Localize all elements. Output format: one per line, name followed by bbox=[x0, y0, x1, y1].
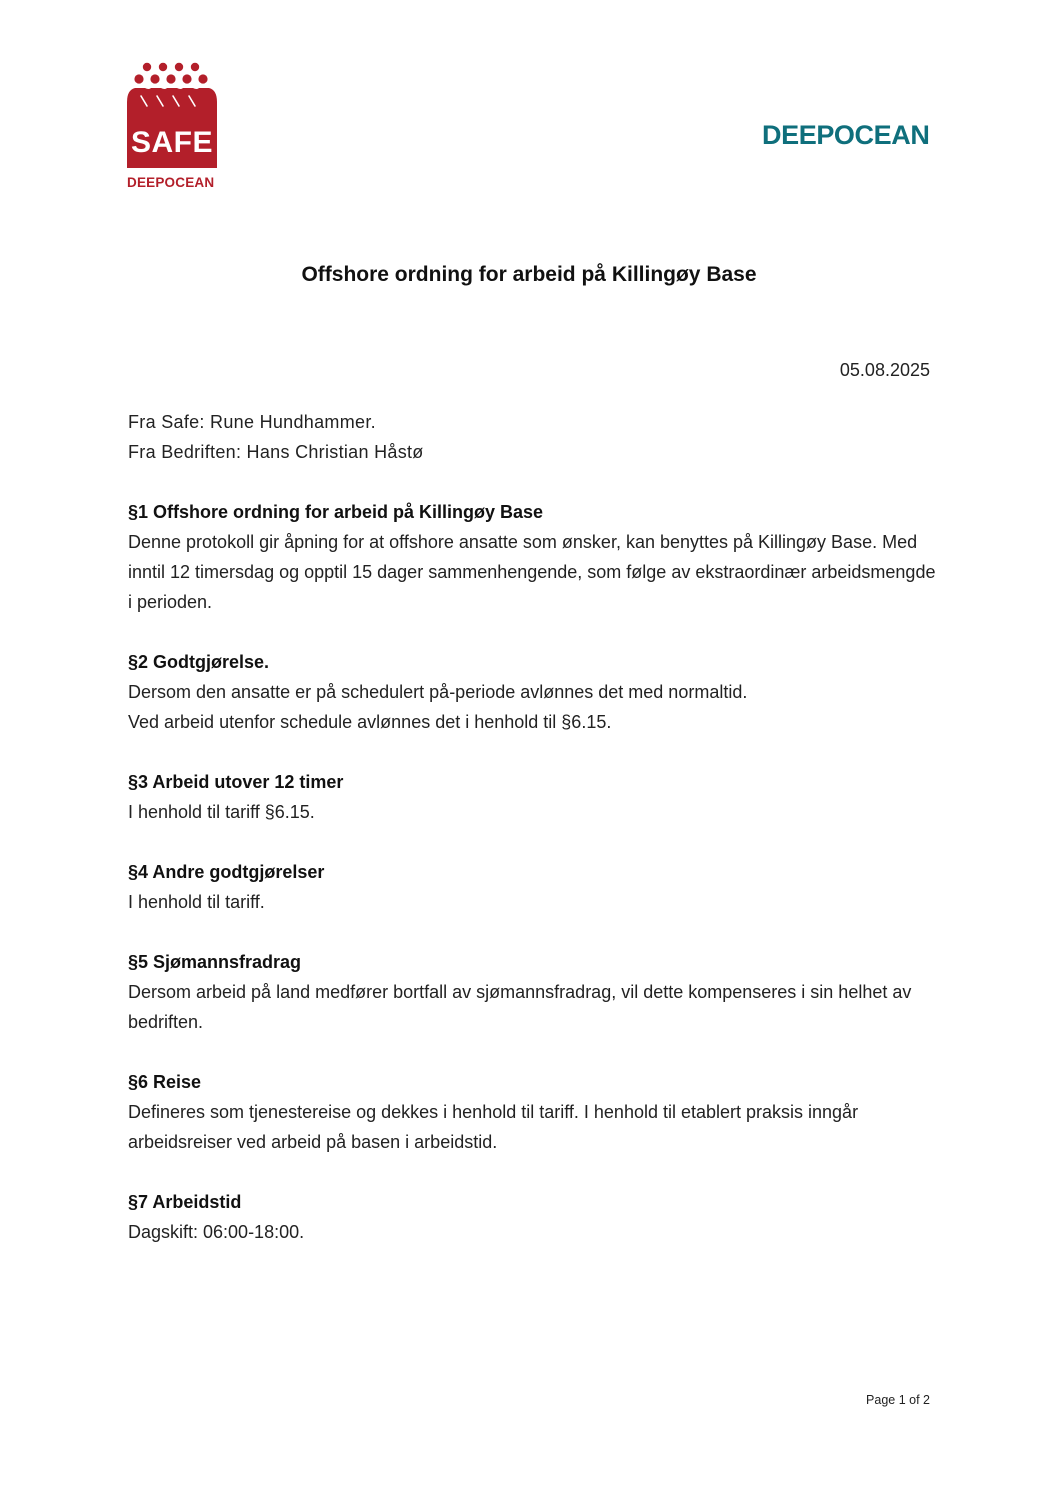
safe-logo bbox=[127, 62, 227, 192]
section-heading: §5 Sjømannsfradrag bbox=[128, 952, 302, 972]
from-block bbox=[128, 407, 424, 467]
section-heading: §6 Reise bbox=[128, 1072, 202, 1092]
section-body bbox=[128, 1097, 938, 1157]
section-body bbox=[128, 1217, 938, 1247]
document-date: 05.08.2025 bbox=[839, 360, 930, 380]
section-paragraph: I henhold til tariff. bbox=[128, 892, 265, 912]
section-3 bbox=[128, 767, 938, 827]
section-heading: §1 Offshore ordning for arbeid på Killingøy Base bbox=[128, 502, 544, 522]
section-paragraph: I henhold til tariff §6.15. bbox=[128, 802, 315, 822]
safe-logo-text: SAFE bbox=[130, 126, 214, 159]
from-company: Fra Bedriften: Hans Christian Håstø bbox=[128, 442, 424, 462]
section-2 bbox=[128, 647, 938, 737]
section-heading: §2 Godtgjørelse. bbox=[128, 652, 270, 672]
section-heading: §7 Arbeidstid bbox=[128, 1192, 242, 1212]
section-paragraph: Dersom den ansatte er på schedulert på-periode avlønnes det med normaltid. bbox=[128, 682, 748, 702]
section-paragraph: Denne protokoll gir åpning for at offshore ansatte som ønsker, kan benyttes på Killingøy Base. Med inntil 12 timersdag og opptil 15 dager sammenhengende, som følge av ekstraordinær arbeidsmengde i perioden. bbox=[128, 532, 936, 612]
section-5 bbox=[128, 947, 938, 1037]
from-safe: Fra Safe: Rune Hundhammer. bbox=[128, 412, 376, 432]
section-paragraph: Defineres som tjenestereise og dekkes i henhold til tariff. I henhold til etablert praksis inngår arbeidsreiser ved arbeid på basen i arbeidstid. bbox=[128, 1102, 859, 1152]
section-6 bbox=[128, 1067, 938, 1157]
section-body bbox=[128, 527, 938, 617]
sections bbox=[128, 497, 938, 1277]
safe-logo-graphic bbox=[127, 62, 227, 170]
document-title: Offshore ordning for arbeid på Killingøy Base bbox=[301, 263, 757, 286]
section-heading: §4 Andre godtgjørelser bbox=[128, 862, 325, 882]
section-body bbox=[128, 677, 938, 737]
section-paragraph: Dersom arbeid på land medfører bortfall av sjømannsfradrag, vil dette kompenseres i sin helhet av bedriften. bbox=[128, 982, 912, 1032]
deepocean-logo: DEEPOCEAN bbox=[762, 120, 930, 150]
page-number: Page 1 of 2 bbox=[866, 1393, 930, 1407]
section-body bbox=[128, 887, 938, 917]
section-1 bbox=[128, 497, 938, 617]
safe-logo-subtitle: DEEPOCEAN bbox=[127, 175, 215, 190]
section-body bbox=[128, 797, 938, 827]
section-paragraph: Ved arbeid utenfor schedule avlønnes det i henhold til §6.15. bbox=[128, 712, 612, 732]
section-paragraph: Dagskift: 06:00-18:00. bbox=[128, 1222, 305, 1242]
section-heading: §3 Arbeid utover 12 timer bbox=[128, 772, 344, 792]
section-body bbox=[128, 977, 938, 1037]
section-7 bbox=[128, 1187, 938, 1247]
section-4 bbox=[128, 857, 938, 917]
